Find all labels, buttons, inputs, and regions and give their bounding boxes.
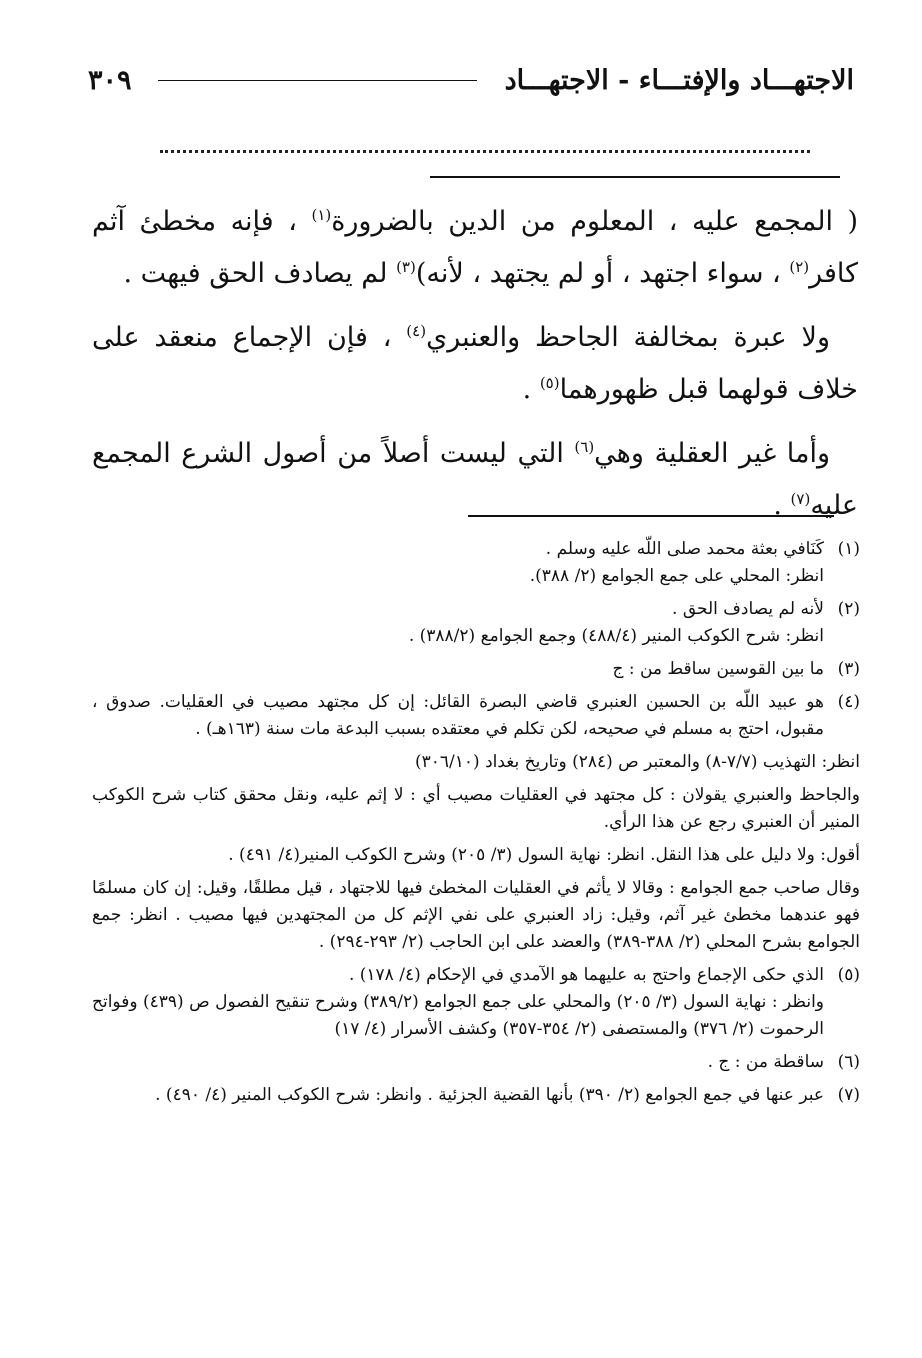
footnote-7: (٧) عبر عنها في جمع الجوامع (٢/ ٣٩٠) بأنها القضية الجزئية . وانظر: شرح الكوكب المنير (٤/ ٤٩٠) . (92, 1082, 860, 1109)
footnote-number: (٢) (837, 599, 860, 619)
footnote-ref: (١) (311, 206, 332, 224)
footnote-number: (٧) (837, 1085, 860, 1105)
paragraph-2: ولا عبرة بمخالفة الجاحظ والعنبري$^{(٤)}$ ، فإن الإجماع منعقد على خلاف قولهما قبل ظهورهما$^{(٥)}$ . (92, 322, 858, 405)
footnote-number: (٦) (837, 1052, 860, 1072)
footnote-rule (468, 515, 834, 517)
footnote-ref: (٢) (789, 258, 810, 276)
paragraph-1: ( المجمع عليه ، المعلوم من الدين بالضرورة$^{(١)}$ ، فإنه مخطئ آثم كافر$^{(٢)}$ ، سواء اجتهد ، أو لم يجتهد ، لأنه)$^{(٣)}$ لم يصادف الحق فيهت . (92, 206, 858, 289)
footnote-ref: (٧) (790, 490, 811, 508)
dotted-separator (160, 150, 810, 153)
footnote-number: (٤) (837, 692, 860, 712)
top-rule (430, 176, 840, 178)
paragraph-3: وأما غير العقلية وهي$^{(٦)}$ التي ليست أصلاً من أصول الشرع المجمع عليه$^{(٧)}$ . (92, 438, 858, 521)
footnote-4-continuation: أقول: ولا دليل على هذا النقل. انظر: نهاية السول (٣/ ٢٠٥) وشرح الكوكب المنير(٤/ ٤٩١) . (228, 845, 860, 865)
footnote-4-continuation: انظر: التهذيب (٧/٧-٨) والمعتبر ص (٢٨٤) وتاريخ بغداد (٣٠٦/١٠) (415, 752, 860, 772)
header-rule (158, 80, 477, 81)
main-text (92, 196, 858, 544)
footnote-4: (٤) هو عبيد اللّه بن الحسين العنبري قاضي البصرة القائل: إن كل مجتهد مصيب في العقليات. صدوق ، مقبول، احتج به مسلم في صحيحه، لكن تكلم في معتقده بسبب البدعة مات سنة (١٦٣هـ) . (92, 689, 860, 743)
footnote-6: (٦) ساقطة من : ج . (92, 1049, 860, 1076)
footnotes (92, 536, 860, 1115)
footnote-number: (١) (837, 539, 860, 559)
footnote-4-continuation: والجاحظ والعنبري يقولان : كل مجتهد في العقليات مصيب أي : لا إثم عليه، ونقل محقق كتاب شرح الكوكب المنير أن العنبري رجع عن هذا الرأي. (92, 785, 860, 832)
footnote-ref: (٦) (574, 438, 595, 456)
footnote-2: (٢) لأنه لم يصادف الحق . انظر: شرح الكوكب المنير (٤٨٨/٤) وجمع الجوامع (٣٨٨/٢) . (92, 596, 860, 650)
footnote-ref: (٥) (539, 374, 560, 392)
footnote-5: (٥) الذي حكى الإجماع واحتج به عليهما هو الآمدي في الإحكام (٤/ ١٧٨) . وانظر : نهاية السول (٣/ ٢٠٥) والمحلي على جمع الجوامع (٣٨٩/٢) وشرح تنقيح الفصول ص (٤٣٩) وفواتح الرحموت (٢/ ٣٧٦) والمستصفى (٢/ ٣٥٤-٣٥٧) وكشف الأسرار (٤/ ١٧) (92, 962, 860, 1043)
page-header (88, 58, 854, 102)
footnote-number: (٥) (837, 965, 860, 985)
footnote-3: (٣) ما بين القوسين ساقط من : ج (92, 656, 860, 683)
footnote-number: (٣) (837, 659, 860, 679)
running-title: الاجتهـــاد والإفتـــاء - الاجتهـــاد (504, 64, 854, 96)
page-number: ٣٠٩ (88, 64, 132, 96)
footnote-ref: (٣) (396, 258, 416, 276)
footnote-4-continuation: وقال صاحب جمع الجوامع : وقالا لا يأثم في العقليات المخطئ فيها للاجتهاد ، قيل مطلقًا، وقيل: إن كان مسلمًا فهو عندهما مخطئ غير آثم، وقيل: زاد العنبري على نفي الإثم كل من المجتهدين فيها مصيب . انظر: جمع الجوامع بشرح المحلي (٢/ ٣٨٨-٣٨٩) والعضد على ابن الحاجب (٢/ ٢٩٣-٢٩٤) . (92, 878, 860, 952)
footnote-1: (١) كَنَافي بعثة محمد صلى اللّه عليه وسلم . انظر: المحلي على جمع الجوامع (٢/ ٣٨٨). (92, 536, 860, 590)
footnote-ref: (٤) (406, 322, 427, 340)
